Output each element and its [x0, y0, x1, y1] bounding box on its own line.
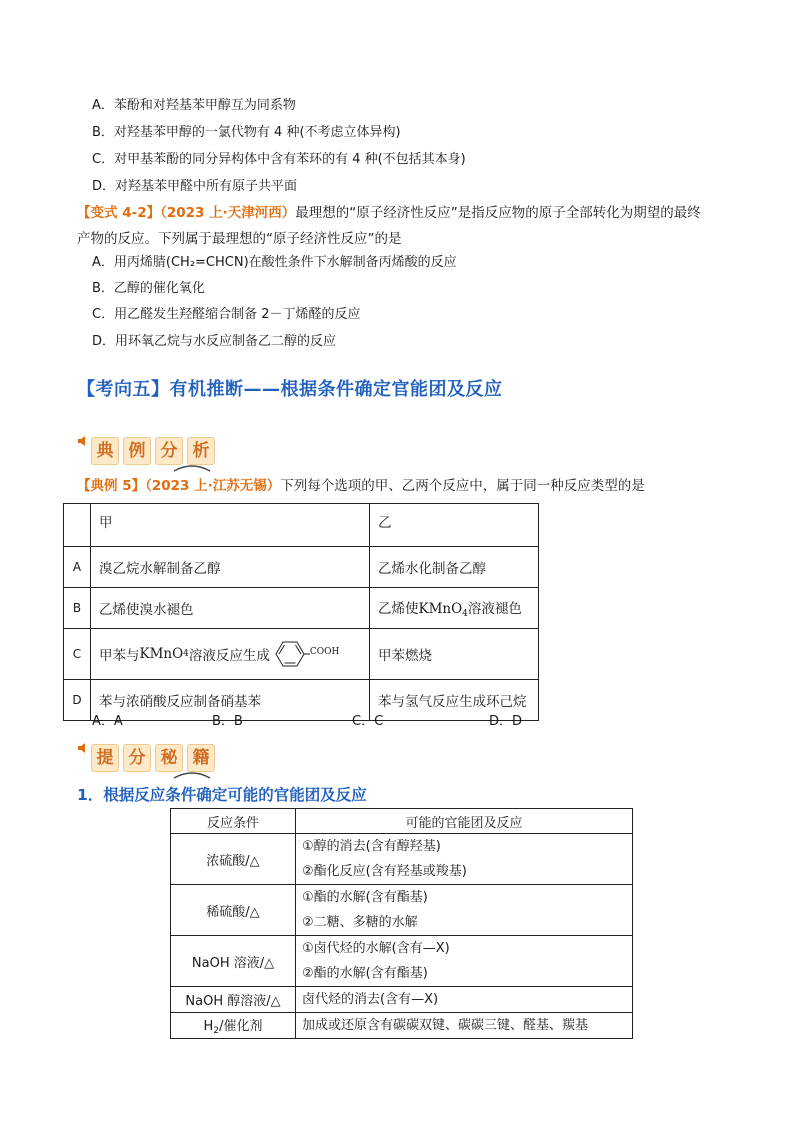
header-yi: 乙 — [370, 504, 539, 547]
table-row — [171, 809, 633, 834]
variant-option-b: B．乙醇的催化氧化 — [92, 281, 205, 296]
row-key: A — [64, 547, 91, 588]
variant-tag: 【变式 4-2】 — [77, 205, 161, 221]
cell-yi: 乙烯水化制备乙醇 — [370, 547, 539, 588]
answer-d: D．D — [489, 714, 523, 729]
answer-a: A．A — [92, 714, 123, 729]
groups-cell: ①醇的消去(含有醇羟基) ②酯化反应(含有羟基或羧基) — [296, 834, 633, 885]
variant-option-a: A．用丙烯腈(CH₂=CHCN)在酸性条件下水解制备丙烯酸的反应 — [92, 255, 457, 270]
table-row — [171, 885, 633, 936]
condition-cell: NaOH 溶液/△ — [171, 936, 296, 987]
variant-stem-line2: 产物的反应。下列属于最理想的“原子经济性反应”的是 — [77, 231, 402, 247]
option-a: A．苯酚和对羟基苯甲醇互为同系物 — [92, 98, 296, 113]
tips-heading: 1．根据反应条件确定可能的官能团及反应 — [77, 786, 367, 804]
groups-cell: 卤代烃的消去(含有—X) — [296, 987, 633, 1013]
answer-b: B．B — [212, 714, 243, 729]
cooh-group: COOH — [309, 647, 340, 657]
speaker-icon — [77, 435, 89, 447]
label-char: 秘 — [155, 744, 183, 772]
table-row — [64, 547, 539, 588]
cell-yi: 乙烯使KMnO$_4$溶液褪色 — [370, 588, 539, 629]
groups-cell: 加成或还原含有碳碳双键、碳碳三键、醛基、羰基 — [296, 1013, 633, 1039]
condition-cell: $H_2/$催化剂 — [171, 1013, 296, 1039]
label-char: 籍 — [187, 744, 215, 772]
label-char: 典 — [91, 437, 119, 465]
option-d: D．对羟基苯甲醛中所有原子共平面 — [92, 179, 298, 194]
header-condition: 反应条件 — [171, 809, 296, 834]
cell-jia: 溴乙烷水解制备乙醇 — [91, 547, 370, 588]
speaker-icon — [77, 742, 89, 754]
label-char: 析 — [187, 437, 215, 465]
label-char: 分 — [155, 437, 183, 465]
cell-jia: 乙烯使溴水褪色 — [91, 588, 370, 629]
example-analysis-label — [77, 433, 217, 473]
table-row — [171, 936, 633, 987]
row-key: B — [64, 588, 91, 629]
answer-c: C．C — [352, 714, 384, 729]
cell-yi: 苯与氢气反应生成环己烷 — [370, 680, 539, 721]
groups-cell: ①卤代烃的水解(含有—X) ②酯的水解(含有酯基) — [296, 936, 633, 987]
example-source: （2023 上·江苏无锡） — [145, 478, 281, 494]
variant-option-d: D．用环氧乙烷与水反应制备乙二醇的反应 — [92, 334, 337, 349]
condition-cell: NaOH 醇溶液/△ — [171, 987, 296, 1013]
condition-cell: 稀硫酸/△ — [171, 885, 296, 936]
label-char: 分 — [123, 744, 151, 772]
table-row — [171, 987, 633, 1013]
cell-yi: 甲苯燃烧 — [370, 629, 539, 680]
section-title: 【考向五】有机推断——根据条件确定官能团及反应 — [77, 379, 503, 400]
option-b: B．对羟基苯甲醇的一氯代物有 4 种(不考虑立体异构) — [92, 125, 401, 140]
cell-jia: 甲苯与 KMnO 4 溶液反应生成 COOH — [91, 629, 370, 680]
answer-choices — [92, 710, 522, 729]
row-key: D — [64, 680, 91, 721]
variant-stem-line1: 【变式 4-2】（2023 上·天津河西）最理想的“原子经济性反应”是指反应物的原子全部转化为期望的最终 — [77, 205, 701, 221]
cell-jia: 苯与浓硝酸反应制备硝基苯 — [91, 680, 370, 721]
example-tag: 【典例 5】 — [77, 478, 146, 494]
label-char: 提 — [91, 744, 119, 772]
table-row — [64, 504, 539, 547]
table-row — [64, 629, 539, 680]
table-row — [64, 588, 539, 629]
table-row — [171, 834, 633, 885]
swoosh-decoration — [172, 463, 212, 473]
condition-cell: 浓硫酸/△ — [171, 834, 296, 885]
conditions-table — [170, 808, 633, 1039]
table-row — [171, 1013, 633, 1039]
header-jia: 甲 — [91, 504, 370, 547]
example-stem: 【典例 5】（2023 上·江苏无锡）下列每个选项的甲、乙两个反应中，属于同一种反应类型的是 — [77, 478, 645, 494]
example-table — [63, 503, 539, 721]
variant-option-c: C．用乙醛发生羟醛缩合制备 2－丁烯醛的反应 — [92, 307, 361, 322]
variant-source: （2023 上·天津河西） — [160, 205, 296, 221]
header-groups: 可能的官能团及反应 — [296, 809, 633, 834]
row-key: C — [64, 629, 91, 680]
label-char: 例 — [123, 437, 151, 465]
swoosh-decoration — [172, 770, 212, 780]
option-c: C．对甲基苯酚的同分异构体中含有苯环的有 4 种(不包括其本身) — [92, 152, 466, 167]
tips-label — [77, 740, 217, 780]
groups-cell: ①酯的水解(含有酯基) ②二糖、多糖的水解 — [296, 885, 633, 936]
